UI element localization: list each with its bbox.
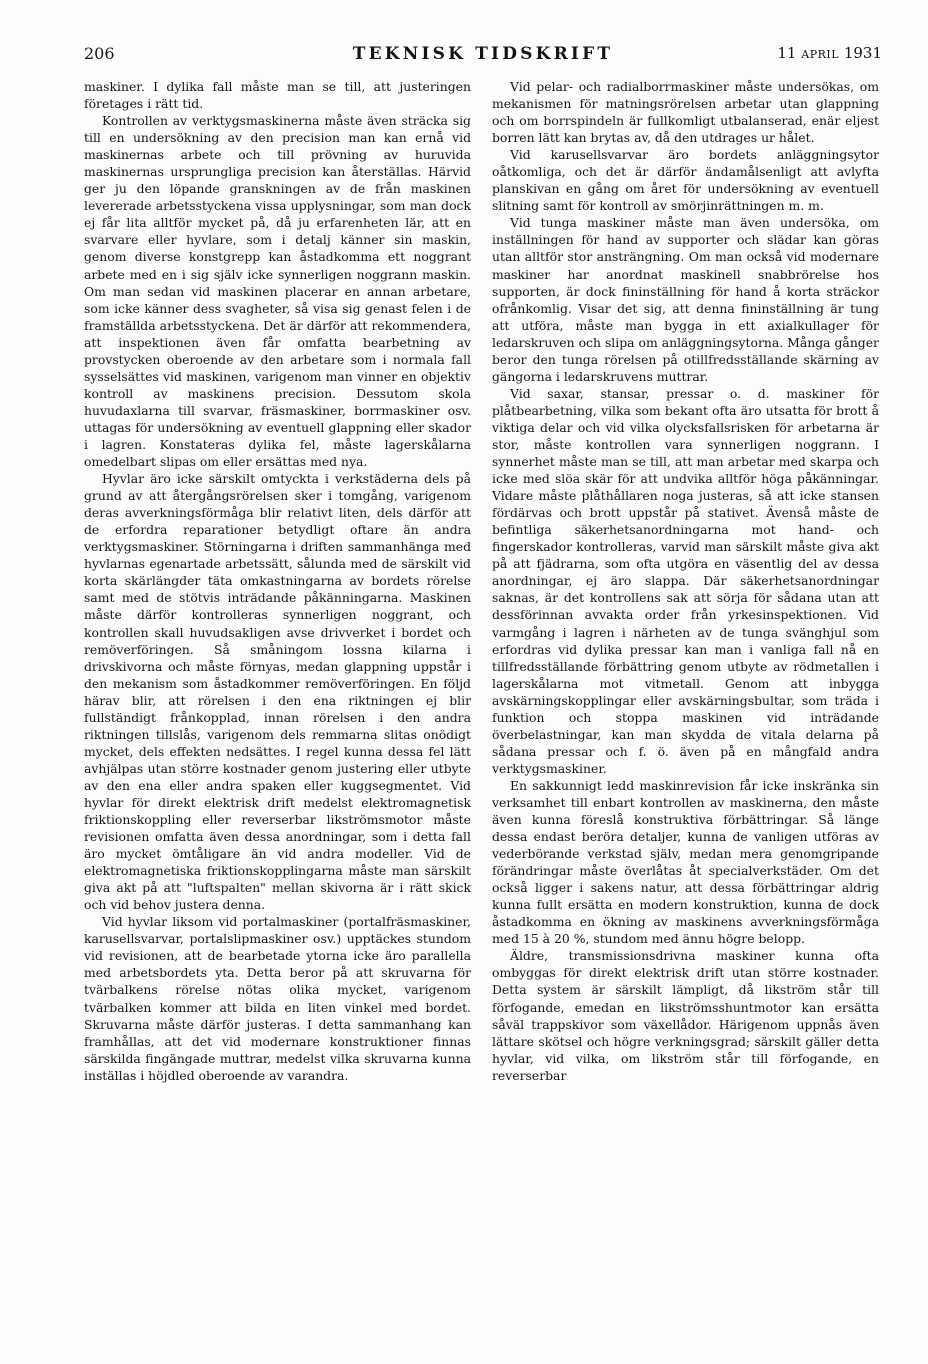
paragraph: En sakkunnigt ledd maskinrevision får icke inskränka sin verksamhet till enbart kontrollen av maskinerna, den måste även kunna föreslå konstruktiva förbättringar. Så länge dessa endast beröra detaljer, kunna de vanligen utföras av vederbörande verkstad själv, medan mera genomgripande förändringar måste överlåtas åt specialverkstäder. Om det också ligger i sakens natur, att dessa förbättringar aldrig kunna fullt ersätta en modern konstruktion, kunna de dock åstadkomma en ökning av maskinens avverkningsförmåga med 15 à 20 %, stundom med ännu högre belopp.: [492, 777, 879, 947]
right-column: [492, 78, 879, 1084]
paragraph: Äldre, transmissionsdrivna maskiner kunna ofta ombyggas för direkt elektrisk drift utan större kostnader. Detta system är särskilt lämpligt, då likström står till förfogande, emedan en likströmsshuntmotor kan ersätta såväl trappskivor som växellådor. Härigenom uppnås även lättare skötsel och högre verkningsgrad; särskilt gäller detta hyvlar, vid vilka, om likström står till förfogande, en reverserbar: [492, 948, 879, 1083]
paragraph: maskiner. I dylika fall måste man se till, att justeringen företages i rätt tid.: [84, 79, 471, 112]
paragraph: Vid tunga maskiner måste man även undersöka, om inställningen för hand av supporter och slädar kan göras utan alltför stor ansträngning. Om man också vid modernare maskiner har anordnat maskinell snabbrörelse hos supporten, är dock fininställning för hand å korta sträckor ofrånkomlig. Visar det sig, att denna fininställning är tung att utföra, måste man bygga in ett axialkullager för ledarskruven och slipa om anläggningsytorna. Många gånger beror den tunga rörelsen på otillfredsställande skärning av gängorna i ledarskruvens muttrar.: [492, 215, 879, 384]
issue-day: 11: [777, 44, 797, 62]
page-header: [84, 44, 882, 68]
left-column: [84, 78, 471, 1084]
journal-title: TEKNISK TIDSKRIFT: [352, 44, 614, 64]
paragraph: Vid saxar, stansar, pressar o. d. maskiner för plåtbearbetning, vilka som bekant ofta äro utsatta för brott å viktiga delar och vid vilka olycksfallsrisken för arbetarna är stor, måste kontrollen vara synnerligen noggrann. I synnerhet måste man se till, att man arbetar med skarpa och icke med slöa skär för att undvika alltför höga påkänningar. Vidare måste plåthållaren noga justeras, så att icke stansen fördärvas och brott uppstår på stativet. Ävenså måste de befintliga säkerhetsanordningarna mot hand- och fingerskador kontrolleras, varvid man särskilt måste giva akt på att fjädrarna, som ofta utgöra en väsentlig del av dessa anordningar, ej äro slappa. Där säkerhetsanordningar saknas, är det kontrollens sak att sörja för sådana utan att dessförinnan avvakta order från yrkesinspektionen. Vid varmgång i lagren i närheten av de tunga svänghjul som erfordras vid dylika pressar kan man i vanliga fall nå en tillfredsställande förbättring genom utbyte av rödmetallen i lagerskålarna mot vitmetall. Genom att inbygga avskärningskopplingar eller avskärningsbultar, som träda i funktion och stoppa maskinen vid inträdande överbelastningar, kan man skydda de vitala delarna på sådana pressar och f. ö. även på en mångfald andra verktygsmaskiner.: [492, 385, 879, 776]
issue-year: 1931: [843, 44, 882, 62]
page-number: 206: [84, 44, 115, 63]
issue-month: APRIL: [801, 48, 840, 61]
paragraph: Vid pelar- och radialborrmaskiner måste undersökas, om mekanismen för matningsrörelsen arbetar utan glappning och om borrspindeln är fullkomligt utbalanserad, enär eljest borren lätt kan brytas av, då den utdrages ur hålet.: [492, 79, 879, 146]
paragraph: Vid karusellsvarvar äro bordets anläggningsytor oåtkomliga, och det är därför ändamålsenligt att avlyfta planskivan en gång om året för undersökning av eventuell slitning samt för kontroll av smörjinrättningen m. m.: [492, 147, 879, 214]
paragraph: Vid hyvlar liksom vid portalmaskiner (portalfräsmaskiner, karusellsvarvar, portalslipmaskiner osv.) upptäckes stundom vid revisionen, att de bearbetade ytorna icke äro parallella med arbetsbordets yta. Detta beror på att skruvarna för tvärbalkens rörelse nötas olika mycket, varigenom tvärbalken kommer att bilda en liten vinkel med bordet. Skruvarna måste därför justeras. I detta sammanhang kan framhållas, att det vid modernare konstruktioner finnas särskilda fingängade muttrar, medelst vilka skruvarna kunna inställas i höjdled oberoende av varandra.: [84, 914, 471, 1083]
issue-date: [777, 44, 882, 62]
paragraph: Hyvlar äro icke särskilt omtyckta i verkstäderna dels på grund av att återgångsrörelsen sker i tomgång, varigenom deras avverkningsförmåga blir relativt liten, dels därför att de erfordra reparationer betydligt oftare än andra verktygsmaskiner. Störningarna i driften sammanhänga med hyvlarnas egenartade arbetssätt, sålunda med de särskilt vid korta skärlängder täta omkastningarna av bordets rörelse samt med de stötvis inträdande påkänningarna. Maskinen måste därför kontrolleras synnerligen noggrant, och kontrollen skall huvudsakligen avse drivverket i bordet och remöverföringen. Så småningom lossna kilarna i drivskivorna och måste förnyas, medan glappning uppstår i den mekanism som åstadkommer remöverföringen. En följd härav blir, att rörelsen i den ena riktningen ej blir fullständigt frånkopplad, innan rörelsen i den andra riktningen tillslås, varigenom dels remmarna slitas onödigt mycket, dels effekten nedsättes. I regel kunna dessa fel lätt avhjälpas utan större kostnader genom justering eller utbyte av den ena eller andra spaken eller kuggsegmentet. Vid hyvlar för direkt elektrisk drift medelst elektromagnetisk friktionskoppling eller reverserbar likströmsmotor måste revisionen omfatta även dessa anordningar, som i detta fall äro mycket ömtåligare än vid andra modeller. Vid de elektromagnetiska friktionskopplingarna måste man särskilt giva akt på att "luftspalten" mellan skivorna är i rätt skick och vid behov justera denna.: [84, 471, 471, 913]
paragraph: Kontrollen av verktygsmaskinerna måste även sträcka sig till en undersökning av den precision man kan ernå vid maskinernas arbete och till prövning av huruvida maskinernas ursprungliga precision kan återställas. Härvid ger ju den löpande granskningen av de från maskinen levererade arbetsstyckena vissa upplysningar, som man dock ej får lita alltför mycket på, då ju erfarenheten lär, att en svarvare eller hyvlare, som i detalj känner sin maskin, genom diverse konstgrepp kan åstadkomma ett noggrant arbete med en i sig själv icke synnerligen noggrann maskin. Om man sedan vid maskinen placerar en annan arbetare, som icke känner dess svagheter, så visa sig genast felen i de framställda arbetsstyckena. Det är därför att rekommendera, att inspektionen även får omfatta bearbetning av provstycken oberoende av den arbetare som i normala fall sysselsättes vid maskinen, varigenom man vinner en objektiv kontroll av maskinens precision. Dessutom skola huvudaxlarna till svarvar, fräsmaskiner, borrmaskiner osv. uttagas för undersökning av eventuell glappning eller skador i lagren. Konstateras dylika fel, måste lagerskålarna omedelbart slipas om eller ersättas med nya.: [84, 113, 471, 470]
